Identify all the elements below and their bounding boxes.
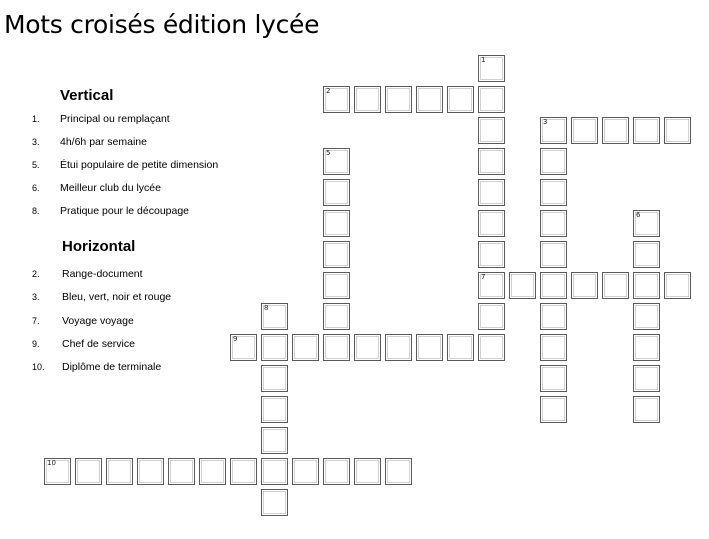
crossword-cell[interactable] [478,55,505,82]
clue-text: Principal ou remplaçant [60,113,170,125]
cell-number: 5 [326,149,331,157]
crossword-cell[interactable] [261,334,288,361]
crossword-cell[interactable] [385,86,412,113]
crossword-cell[interactable] [323,179,350,206]
crossword-cell[interactable] [261,489,288,516]
crossword-cell[interactable] [261,303,288,330]
crossword-cell[interactable] [633,272,660,299]
crossword-cell[interactable] [261,365,288,392]
clue-number: 2. [32,269,40,279]
crossword-cell[interactable] [323,272,350,299]
crossword-cell[interactable] [137,458,164,485]
clue-number: 6. [32,183,40,193]
cell-number: 10 [47,459,56,467]
crossword-cell[interactable] [354,458,381,485]
clue-text: Range-document [62,268,143,280]
crossword-cell[interactable] [540,179,567,206]
crossword-cell[interactable] [323,334,350,361]
crossword-cell[interactable] [540,334,567,361]
crossword-cell[interactable] [478,303,505,330]
crossword-cell[interactable] [323,303,350,330]
crossword-cell[interactable] [261,427,288,454]
crossword-cell[interactable] [230,334,257,361]
crossword-cell[interactable] [478,210,505,237]
clue-number: 3. [32,292,40,302]
crossword-cell[interactable] [633,334,660,361]
crossword-cell[interactable] [478,86,505,113]
crossword-cell[interactable] [323,458,350,485]
clue-number: 7. [32,316,40,326]
cell-number: 6 [636,211,641,219]
crossword-cell[interactable] [633,365,660,392]
clue-text: Bleu, vert, noir et rouge [62,291,172,303]
crossword-cell[interactable] [509,272,536,299]
crossword-cell[interactable] [602,117,629,144]
clue-text: Meilleur club du lycée [60,182,161,194]
crossword-cell[interactable] [633,396,660,423]
crossword-cell[interactable] [571,272,598,299]
crossword-cell[interactable] [44,458,71,485]
clue-number: 9. [32,339,40,349]
crossword-cell[interactable] [385,458,412,485]
clue-number: 8. [32,206,40,216]
crossword-cell[interactable] [478,334,505,361]
crossword-cell[interactable] [292,458,319,485]
vertical-heading: Vertical [60,87,114,104]
crossword-cell[interactable] [323,210,350,237]
crossword-cell[interactable] [571,117,598,144]
crossword-cell[interactable] [416,86,443,113]
crossword-cell[interactable] [540,303,567,330]
cell-number: 9 [233,335,238,343]
crossword-cell[interactable] [633,117,660,144]
crossword-cell[interactable] [478,117,505,144]
cell-number: 3 [543,118,548,126]
clue-number: 10. [32,362,45,372]
page-title: Mots croisés édition lycée [4,10,320,39]
cell-number: 8 [264,304,269,312]
crossword-cell[interactable] [385,334,412,361]
crossword-cell[interactable] [633,241,660,268]
crossword-cell[interactable] [664,117,691,144]
crossword-cell[interactable] [478,272,505,299]
clue-number: 1. [32,114,40,124]
crossword-cell[interactable] [323,148,350,175]
crossword-cell[interactable] [478,148,505,175]
crossword-cell[interactable] [633,303,660,330]
crossword-cell[interactable] [106,458,133,485]
crossword-cell[interactable] [633,210,660,237]
horizontal-heading: Horizontal [62,238,136,255]
crossword-cell[interactable] [478,241,505,268]
clue-text: Pratique pour le découpage [60,205,190,217]
crossword-cell[interactable] [540,365,567,392]
crossword-cell[interactable] [75,458,102,485]
clue-text: Chef de service [62,338,135,350]
crossword-cell[interactable] [354,334,381,361]
clue-number: 5. [32,160,40,170]
clue-text: Diplôme de terminale [62,361,162,373]
crossword-cell[interactable] [323,86,350,113]
clue-text: 4h/6h par semaine [60,136,147,148]
crossword-cell[interactable] [447,334,474,361]
crossword-cell[interactable] [323,241,350,268]
clue-text: Étui populaire de petite dimension [60,159,219,171]
cell-number: 2 [326,87,331,95]
crossword-cell[interactable] [230,458,257,485]
crossword-cell[interactable] [478,179,505,206]
crossword-cell[interactable] [540,210,567,237]
clue-text: Voyage voyage [62,315,134,327]
crossword-cell[interactable] [416,334,443,361]
crossword-cell[interactable] [354,86,381,113]
crossword-cell[interactable] [540,241,567,268]
crossword-cell[interactable] [292,334,319,361]
crossword-cell[interactable] [664,272,691,299]
crossword-cell[interactable] [540,272,567,299]
crossword-cell[interactable] [540,148,567,175]
crossword-cell[interactable] [168,458,195,485]
crossword-cell[interactable] [540,396,567,423]
crossword-cell[interactable] [602,272,629,299]
crossword-cell[interactable] [261,458,288,485]
crossword-cell[interactable] [261,396,288,423]
crossword-cell[interactable] [540,117,567,144]
clue-number: 3. [32,137,40,147]
cell-number: 7 [481,273,486,281]
crossword-cell[interactable] [447,86,474,113]
crossword-cell[interactable] [199,458,226,485]
cell-number: 1 [481,56,486,64]
